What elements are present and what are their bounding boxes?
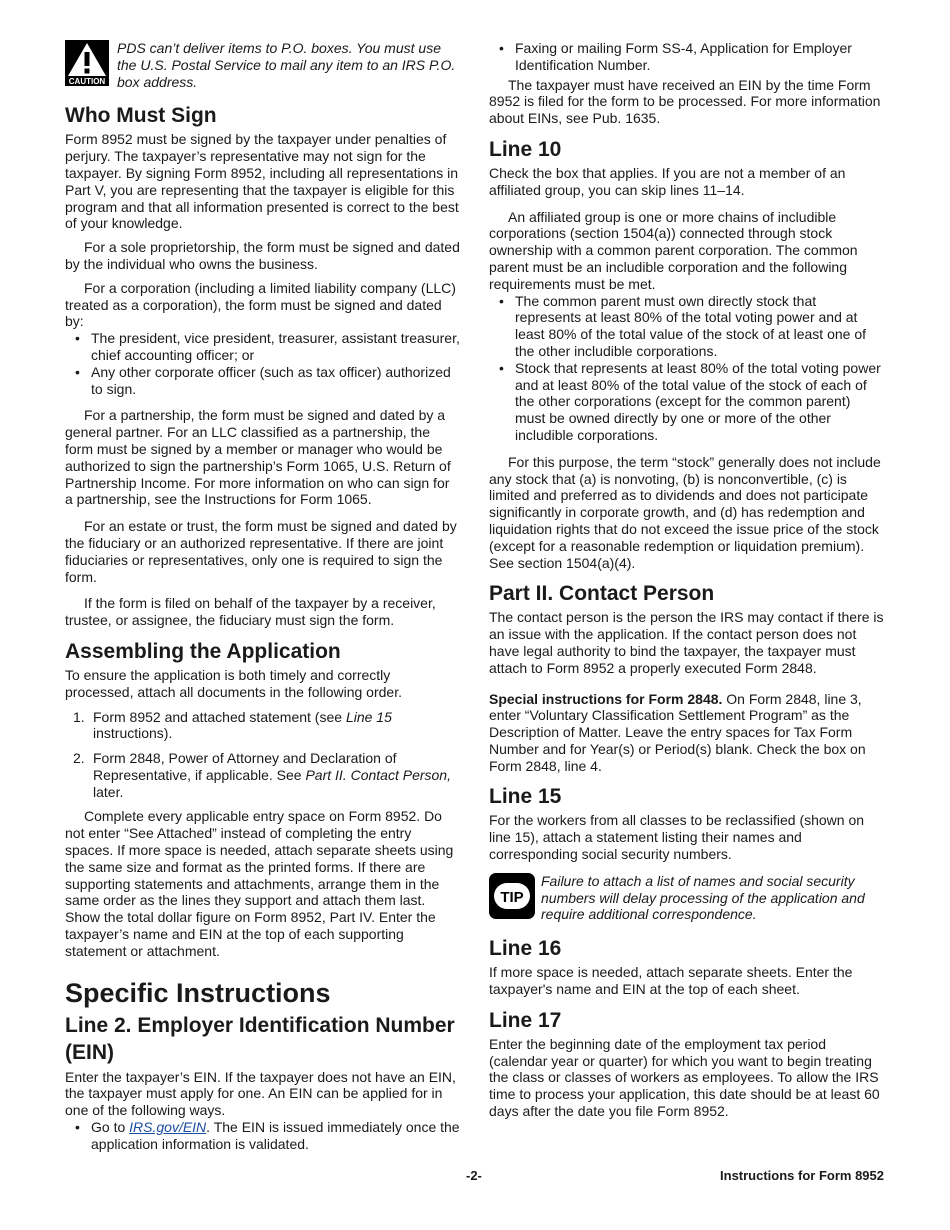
bullet-list (65, 1119, 460, 1153)
heading-line-2: Line 2. Employer Identification Number (EIN) (65, 1013, 455, 1064)
bullet-list (65, 330, 460, 397)
list-item: • The common parent must own directly stock that represents at least 80% of the total voting power and at least 80% of the total value of the stock of at least one of the other includible corporations. (489, 293, 884, 360)
bullet-list (489, 40, 884, 74)
list-item: • The president, vice president, treasurer, assistant treasurer, chief accounting officer; or (65, 330, 460, 364)
paragraph: For a corporation (including a limited liability company (LLC) treated as a corporation), the form must be signed and dated by: (65, 279, 456, 330)
caution-label: CAUTION (68, 77, 106, 86)
paragraph: For a partnership, the form must be signed and dated by a general partner. For an LLC classified as a partnership, the form must be signed by a member or manager who would be authorized to sign the partnership’s Form 1065, U.S. Return of Partnership Income. For more information on who can sign for a partnership, see the Instructions for Form 1065. (65, 407, 451, 508)
list-item: • Stock that represents at least 80% of the total voting power and at least 80% of the total value of the stock of each of the other corporations (except for the common parent) must be owned directly by one or more of the other includible corporations. (489, 360, 884, 444)
tip-label: TIP (500, 888, 524, 906)
heading-specific-instructions: Specific Instructions (65, 977, 331, 1008)
text: Form 8952 and attached statement (see (93, 708, 346, 725)
numbered-list (65, 709, 460, 801)
text: Part II. Contact Person, (305, 766, 451, 783)
tip-icon (489, 873, 535, 919)
paragraph: Enter the taxpayer’s EIN. If the taxpayer does not have an EIN, the taxpayer must apply for one. An EIN can be applied for in one of the following ways. (65, 1068, 456, 1119)
list-item: • Any other corporate officer (such as tax officer) authorized to sign. (65, 364, 460, 398)
paragraph: For this purpose, the term “stock” generally does not include any stock that (a) is nonvoting, (b) is nonconvertible, (c) is limited and preferred as to dividends and does not participate significantly in corporate growth, and (d) has redemption and liquidation rights that do not exceed the issue price of the stock (except for a reasonable redemption or liquidation premium). See section 1504(a)(4). (489, 453, 881, 571)
paragraph: For a sole proprietorship, the form must be signed and dated by the individual who owns the business. (65, 239, 460, 272)
paragraph: To ensure the application is both timely and correctly processed, attach all documents in the following order. (65, 666, 402, 700)
text: . The EIN is issued immediately once the application information is validated. (91, 1119, 460, 1152)
text: later. (93, 783, 124, 800)
caution-icon (65, 40, 109, 86)
list-number: 1. (73, 708, 85, 725)
paragraph: For the workers from all classes to be reclassified (shown on line 15), attach a statement listing their names and corresponding social security numbers. (489, 812, 865, 863)
irs-ein-link[interactable]: IRS.gov/EIN (129, 1119, 207, 1136)
footer-title: Instructions for Form 8952 (720, 1168, 884, 1183)
text: On Form 2848, line 3, enter “Voluntary Classification Settlement Program” as the Description of Matter. Leave the entry spaces for Tax Form Number and for Year(s) or Period(s) blank. Check the box on Form 2848, line 4. (489, 690, 866, 774)
list-item (65, 709, 460, 743)
caution-note (65, 40, 460, 90)
text: instructions). (93, 725, 173, 742)
run-in-heading: Special instructions for Form 2848. (489, 690, 723, 707)
text: Line 15 (345, 708, 392, 725)
paragraph (489, 691, 884, 775)
right-column (489, 40, 884, 1127)
paragraph: Complete every applicable entry space on Form 8952. Do not enter “See Attached” instead of completing the entry spaces. If more space is needed, attach separate sheets using the same size and format as the printed forms. If there are supporting statements and attachments, arrange them in the same order as the lines they support and attach them last. Show the total dollar figure on Form 8952, Part IV. Enter the taxpayer’s name and EIN at the top of each supporting statement or attachment. (65, 808, 454, 959)
caution-text: PDS can’t deliver items to P.O. boxes. You must use the U.S. Postal Service to mail any item to an IRS P.O. box address. (117, 40, 456, 90)
paragraph: Form 8952 must be signed by the taxpayer under penalties of perjury. The taxpayer’s representative may not sign for the taxpayer. By signing Form 8952, including all representations in Part V, you are representing that the taxpayer is eligible for this program and that all information presented is correct to the best of your knowledge. (65, 131, 459, 232)
heading-part-ii: Part II. Contact Person (489, 582, 715, 606)
paragraph: The contact person is the person the IRS may contact if there is an issue with the application. If the contact person does not have legal authority to bind the taxpayer, the taxpayer must attach to Form 8952 a properly executed Form 2848. (489, 609, 884, 676)
list-item (65, 1119, 460, 1153)
paragraph: The taxpayer must have received an EIN by the time Form 8952 is filed for the form to be processed. For more information about EINs, see Pub. 1635. (489, 76, 881, 127)
page-number: -2- (466, 1168, 482, 1183)
heading-line-15: Line 15 (489, 785, 562, 809)
bullet-list (489, 293, 884, 444)
heading-assembling: Assembling the Application (65, 639, 341, 663)
list-number: 2. (73, 750, 85, 767)
tip-text: Failure to attach a list of names and social security numbers will delay processing of the application and require additional correspondence. (541, 872, 865, 923)
paragraph: If the form is filed on behalf of the taxpayer by a receiver, trustee, or assignee, the fiduciary must sign the form. (65, 595, 436, 629)
heading-line-17: Line 17 (489, 1008, 562, 1032)
tip-note (489, 873, 884, 923)
heading-line-16: Line 16 (489, 937, 562, 961)
paragraph: Enter the beginning date of the employment tax period (calendar year or quarter) for which you want to begin treating the class or classes of workers as employees. To allow the IRS time to process your application, this date should be at least 60 days after the date you file Form 8952. (489, 1035, 880, 1120)
paragraph: For an estate or trust, the form must be signed and dated by the fiduciary or an authorized representative. If there are joint fiduciaries or representatives, only one is required to sign the form. (65, 518, 457, 585)
text: Form 2848, Power of Attorney and Declaration of Representative, if applicable. See (93, 750, 397, 783)
paragraph: If more space is needed, attach separate sheets. Enter the taxpayer's name and EIN at the top of each sheet. (489, 964, 853, 998)
heading-who-must-sign: Who Must Sign (65, 104, 217, 128)
text: Go to (91, 1119, 130, 1136)
left-column (65, 40, 460, 1160)
list-item (65, 750, 460, 800)
paragraph: An affiliated group is one or more chains of includible corporations (section 1504(a)) connected through stock ownership with a common parent corporation. The common parent must be an includible corporation and the following requirements must be met. (489, 208, 858, 292)
heading-line-10: Line 10 (489, 137, 562, 161)
list-item: • Faxing or mailing Form SS-4, Application for Employer Identification Number. (489, 40, 884, 74)
paragraph: Check the box that applies. If you are not a member of an affiliated group, you can skip lines 11–14. (489, 164, 846, 198)
